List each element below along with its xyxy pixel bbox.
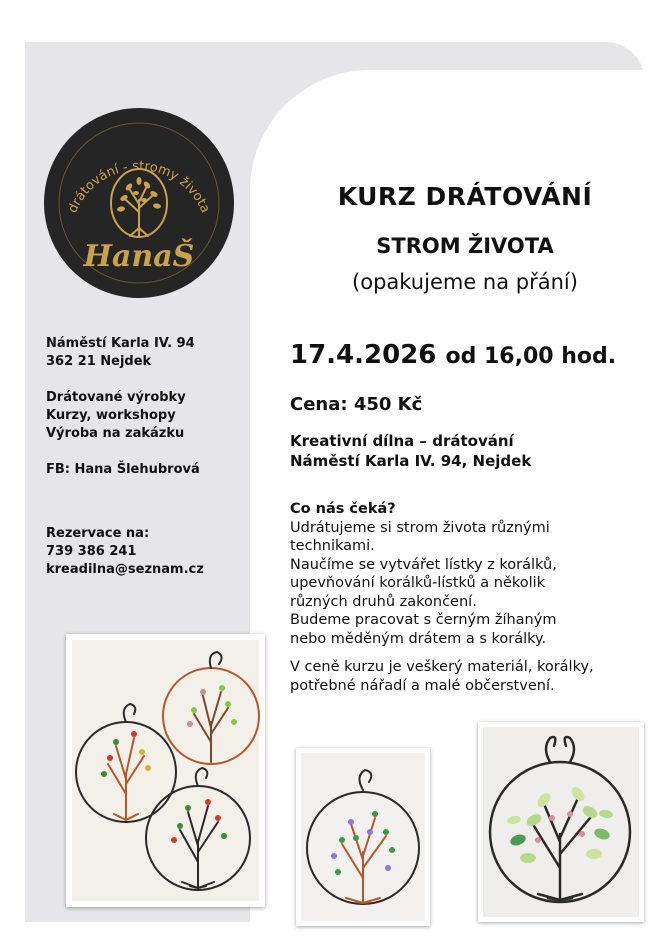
offer-line1: Drátované výrobky	[46, 390, 186, 405]
photo-glass-leaf-tree	[478, 722, 644, 922]
description-line: Budeme pracovat s černým žíhaným	[290, 612, 557, 628]
event-date: 17.4.2026	[290, 340, 437, 370]
logo	[44, 108, 234, 298]
offer-line2: Kurzy, workshopy	[46, 408, 176, 423]
contact-block	[46, 335, 246, 579]
facebook-text: FB: Hana Šlehubrová	[46, 462, 200, 477]
description-line: různých druhů zakončení.	[290, 593, 477, 610]
logo-name: HanaŠ	[83, 239, 195, 274]
event-datetime	[290, 340, 616, 370]
photo-three-trees	[66, 634, 265, 907]
logo-arc-text: drátování - stromy života	[65, 158, 213, 216]
place-line2: Náměstí Karla IV. 94, Nejdek	[290, 452, 532, 470]
event-price: Cena: 450 Kč	[290, 394, 423, 415]
address-line1: Náměstí Karla IV. 94	[46, 336, 195, 351]
reservation-label: Rezervace na:	[46, 526, 150, 541]
address-line2: 362 21 Nejdek	[46, 354, 152, 369]
description-line: potřebné nářadí a malé občerstvení.	[290, 677, 555, 694]
description-line: upevňování korálků-lístků a několik	[290, 575, 546, 591]
description-line: technikami.	[290, 538, 375, 554]
place-line1: Kreativní dílna – drátování	[290, 432, 514, 450]
course-note: (opakujeme na přání)	[352, 270, 578, 294]
tree-logo-icon	[44, 108, 234, 298]
email-address: kreadilna@seznam.cz	[46, 562, 204, 577]
description-line: nebo měděným drátem a s korálky.	[290, 630, 547, 647]
course-description	[290, 500, 640, 695]
event-time: od 16,00 hod.	[445, 344, 617, 369]
description-question: Co nás čeká?	[290, 501, 396, 517]
photo-copper-tree	[296, 748, 430, 926]
course-title: KURZ DRÁTOVÁNÍ	[337, 182, 593, 211]
course-subtitle: STROM ŽIVOTA	[376, 234, 554, 258]
event-place	[290, 431, 531, 471]
description-line: V ceně kurzu je veškerý materiál, korálky,	[290, 659, 594, 675]
description-line: Udrátujeme si strom života různými	[290, 519, 550, 536]
phone-number: 739 386 241	[46, 544, 137, 559]
offer-line3: Výroba na zakázku	[46, 426, 185, 441]
description-line: Naučíme se vytvářet lístky z korálků,	[290, 556, 557, 573]
